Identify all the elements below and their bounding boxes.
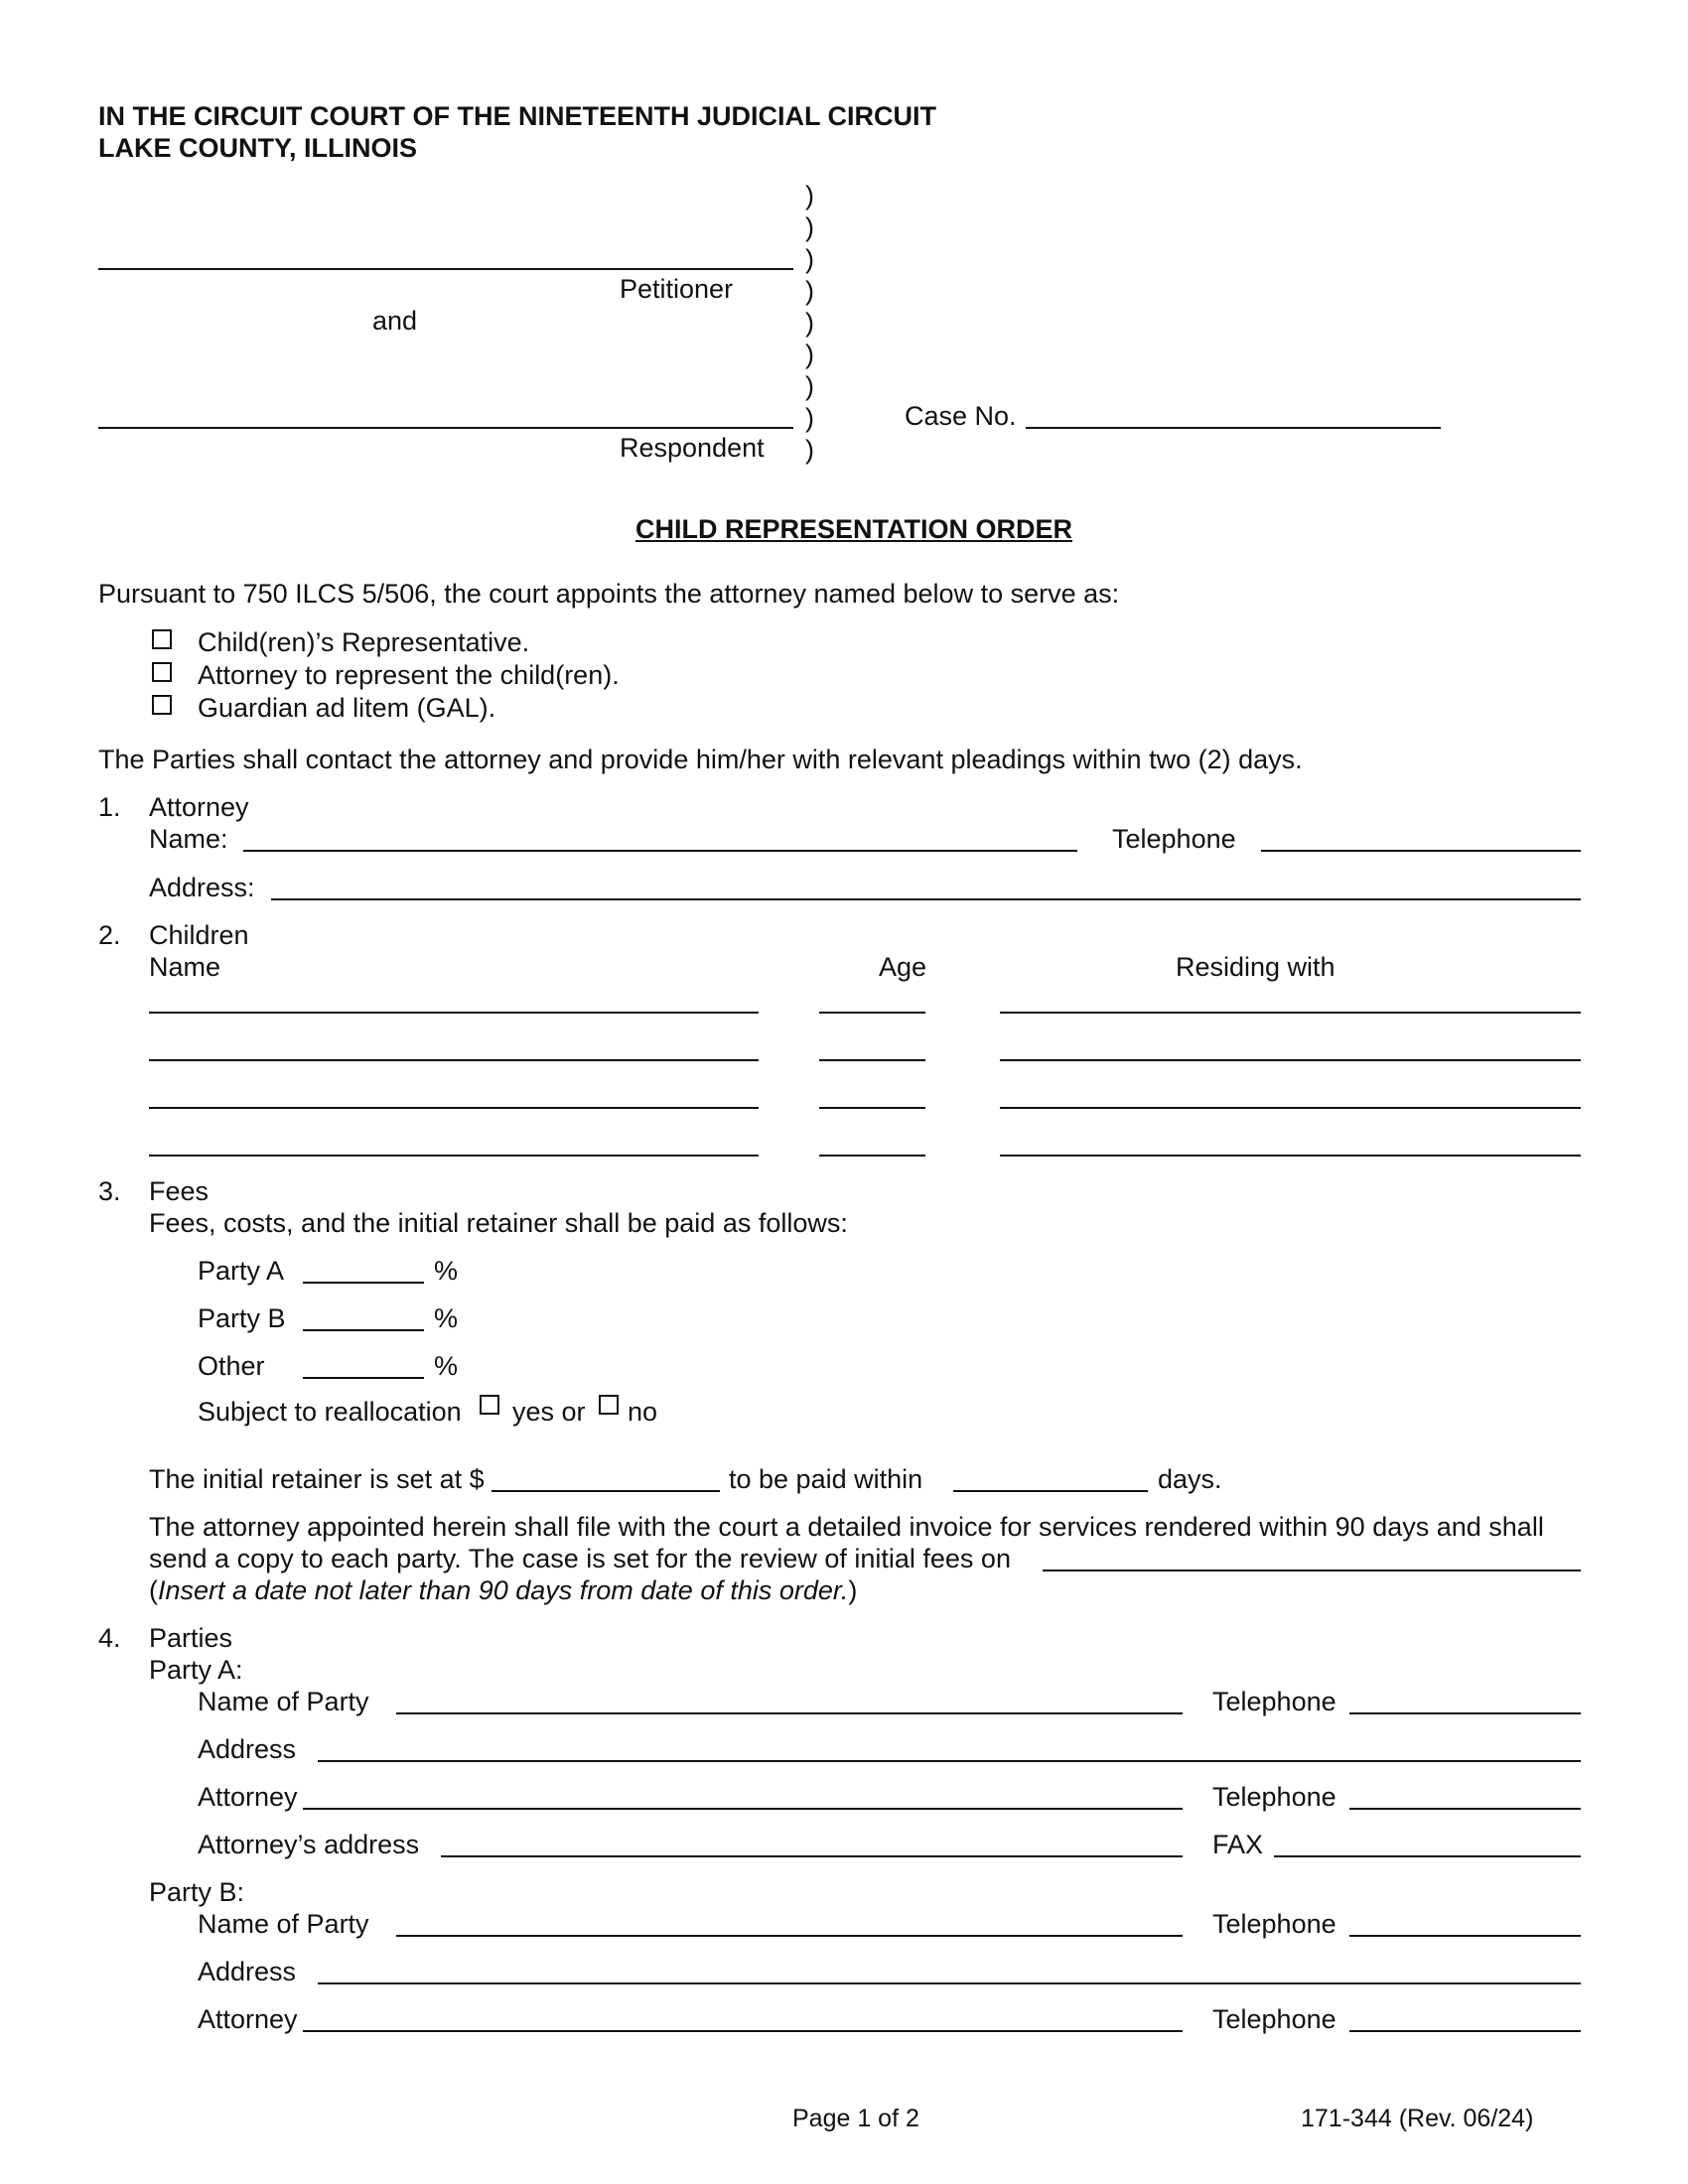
paren: ) <box>805 403 814 433</box>
form-number: 171-344 (Rev. 06/24) <box>1301 2105 1534 2132</box>
child-residing-line[interactable] <box>1000 1107 1581 1109</box>
party-a-attorney-label: Attorney <box>198 1782 298 1812</box>
reallocation-yes-label: yes or <box>512 1397 586 1427</box>
petitioner-label: Petitioner <box>620 274 734 304</box>
fees-party-b-line[interactable] <box>303 1329 424 1331</box>
percent-sign: % <box>434 1256 459 1286</box>
invoice-note-close: ) <box>848 1575 858 1605</box>
section3-heading: Fees <box>149 1176 210 1206</box>
attorney-name-label: Name: <box>149 824 228 854</box>
court-county: LAKE COUNTY, ILLINOIS <box>98 133 418 163</box>
role-label-childrens-rep: Child(ren)’s Representative. <box>198 627 530 657</box>
and-label: and <box>372 306 418 336</box>
paren: ) <box>805 244 814 274</box>
child-name-line[interactable] <box>149 1107 759 1109</box>
attorney-telephone-line[interactable] <box>1261 850 1581 852</box>
page-title: CHILD REPRESENTATION ORDER <box>634 514 1072 544</box>
fees-party-a-label: Party A <box>198 1256 285 1286</box>
court-name: IN THE CIRCUIT COURT OF THE NINETEENTH JUDICIAL CIRCUIT <box>98 101 937 131</box>
party-a-attorney-address-line[interactable] <box>441 1855 1183 1857</box>
child-age-line[interactable] <box>819 1012 925 1014</box>
retainer-amount-line[interactable] <box>492 1490 720 1492</box>
paren: ) <box>805 340 814 369</box>
party-b-telephone-line[interactable] <box>1349 1935 1581 1937</box>
party-b-attorney-telephone-label: Telephone <box>1212 2004 1336 2034</box>
review-date-line[interactable] <box>1043 1570 1581 1571</box>
party-a-name-line[interactable] <box>396 1712 1183 1714</box>
child-name-line[interactable] <box>149 1012 759 1014</box>
retainer-text-mid: to be paid within <box>729 1464 923 1494</box>
paren: ) <box>805 308 814 338</box>
case-no-label: Case No. <box>905 401 1017 431</box>
party-a-fax-label: FAX <box>1212 1830 1264 1859</box>
fees-other-label: Other <box>198 1351 265 1381</box>
invoice-note <box>149 1575 857 1606</box>
party-a-heading: Party A: <box>149 1655 243 1685</box>
party-a-attorney-telephone-label: Telephone <box>1212 1782 1336 1812</box>
child-name-line[interactable] <box>149 1059 759 1061</box>
respondent-line[interactable] <box>98 427 793 429</box>
child-age-line[interactable] <box>819 1155 925 1157</box>
party-a-fax-line[interactable] <box>1274 1855 1581 1857</box>
party-a-telephone-line[interactable] <box>1349 1712 1581 1714</box>
invoice-note-text: Insert a date not later than 90 days from date of this order. <box>158 1575 849 1605</box>
invoice-text-line2: send a copy to each party. The case is set for the review of initial fees on <box>149 1544 1011 1573</box>
role-checkbox-gal[interactable] <box>152 695 172 715</box>
paren: ) <box>805 276 814 306</box>
role-checkbox-attorney[interactable] <box>152 662 172 682</box>
party-b-name-line[interactable] <box>396 1935 1183 1937</box>
reallocation-label: Subject to reallocation <box>198 1397 462 1427</box>
role-label-attorney: Attorney to represent the child(ren). <box>198 660 620 690</box>
party-b-name-label: Name of Party <box>198 1909 369 1939</box>
child-age-line[interactable] <box>819 1107 925 1109</box>
child-age-line[interactable] <box>819 1059 925 1061</box>
attorney-address-line[interactable] <box>271 898 1581 900</box>
party-a-telephone-label: Telephone <box>1212 1687 1336 1716</box>
percent-sign: % <box>434 1351 459 1381</box>
section2-number: 2. <box>98 920 121 950</box>
paren: ) <box>805 435 814 465</box>
contact-text: The Parties shall contact the attorney and provide him/her with relevant pleadings within two (2) days. <box>98 745 1303 774</box>
paren: ) <box>805 371 814 401</box>
fees-party-a-line[interactable] <box>303 1282 424 1284</box>
section4-heading: Parties <box>149 1623 233 1653</box>
intro-text: Pursuant to 750 ILCS 5/506, the court appoints the attorney named below to serve as: <box>98 579 1120 609</box>
party-b-attorney-label: Attorney <box>198 2004 298 2034</box>
party-a-address-label: Address <box>198 1734 297 1764</box>
party-b-attorney-telephone-line[interactable] <box>1349 2030 1581 2032</box>
role-checkbox-childrens-rep[interactable] <box>152 629 172 649</box>
child-residing-line[interactable] <box>1000 1059 1581 1061</box>
party-a-attorney-line[interactable] <box>303 1808 1183 1810</box>
reallocation-no-checkbox[interactable] <box>599 1395 619 1415</box>
attorney-telephone-label: Telephone <box>1112 824 1236 854</box>
section1-heading: Attorney <box>149 792 249 822</box>
child-name-line[interactable] <box>149 1155 759 1157</box>
petitioner-line[interactable] <box>98 268 793 270</box>
paren: ) <box>805 181 814 210</box>
paren: ) <box>805 212 814 242</box>
reallocation-no-label: no <box>628 1397 658 1427</box>
child-residing-line[interactable] <box>1000 1012 1581 1014</box>
party-b-address-line[interactable] <box>318 1982 1581 1984</box>
party-b-telephone-label: Telephone <box>1212 1909 1336 1939</box>
section3-number: 3. <box>98 1176 121 1206</box>
reallocation-yes-checkbox[interactable] <box>480 1395 499 1415</box>
party-a-attorney-address-label: Attorney’s address <box>198 1830 420 1859</box>
children-col-residing: Residing with <box>1176 952 1336 982</box>
child-residing-line[interactable] <box>1000 1155 1581 1157</box>
percent-sign: % <box>434 1303 459 1333</box>
section1-number: 1. <box>98 792 121 822</box>
invoice-text-line1: The attorney appointed herein shall file with the court a detailed invoice for services rendered within 90 days and shall <box>149 1512 1544 1542</box>
respondent-label: Respondent <box>620 433 765 463</box>
page-number: Page 1 of 2 <box>792 2105 919 2132</box>
fees-subheading: Fees, costs, and the initial retainer shall be paid as follows: <box>149 1208 848 1238</box>
children-col-name: Name <box>149 952 221 982</box>
case-no-line[interactable] <box>1026 427 1441 429</box>
fees-party-b-label: Party B <box>198 1303 286 1333</box>
attorney-address-label: Address: <box>149 873 255 902</box>
party-b-address-label: Address <box>198 1957 297 1986</box>
party-b-heading: Party B: <box>149 1877 245 1907</box>
children-col-age: Age <box>879 952 927 982</box>
retainer-days-line[interactable] <box>953 1490 1148 1492</box>
party-b-attorney-line[interactable] <box>303 2030 1183 2032</box>
party-a-name-label: Name of Party <box>198 1687 369 1716</box>
section2-heading: Children <box>149 920 249 950</box>
section4-number: 4. <box>98 1623 121 1653</box>
party-a-address-line[interactable] <box>318 1760 1581 1762</box>
attorney-name-line[interactable] <box>243 850 1077 852</box>
retainer-text-pre: The initial retainer is set at $ <box>149 1464 485 1494</box>
fees-other-line[interactable] <box>303 1377 424 1379</box>
invoice-note-open: ( <box>149 1575 158 1605</box>
retainer-text-post: days. <box>1158 1464 1222 1494</box>
party-a-attorney-telephone-line[interactable] <box>1349 1808 1581 1810</box>
role-label-gal: Guardian ad litem (GAL). <box>198 693 496 723</box>
